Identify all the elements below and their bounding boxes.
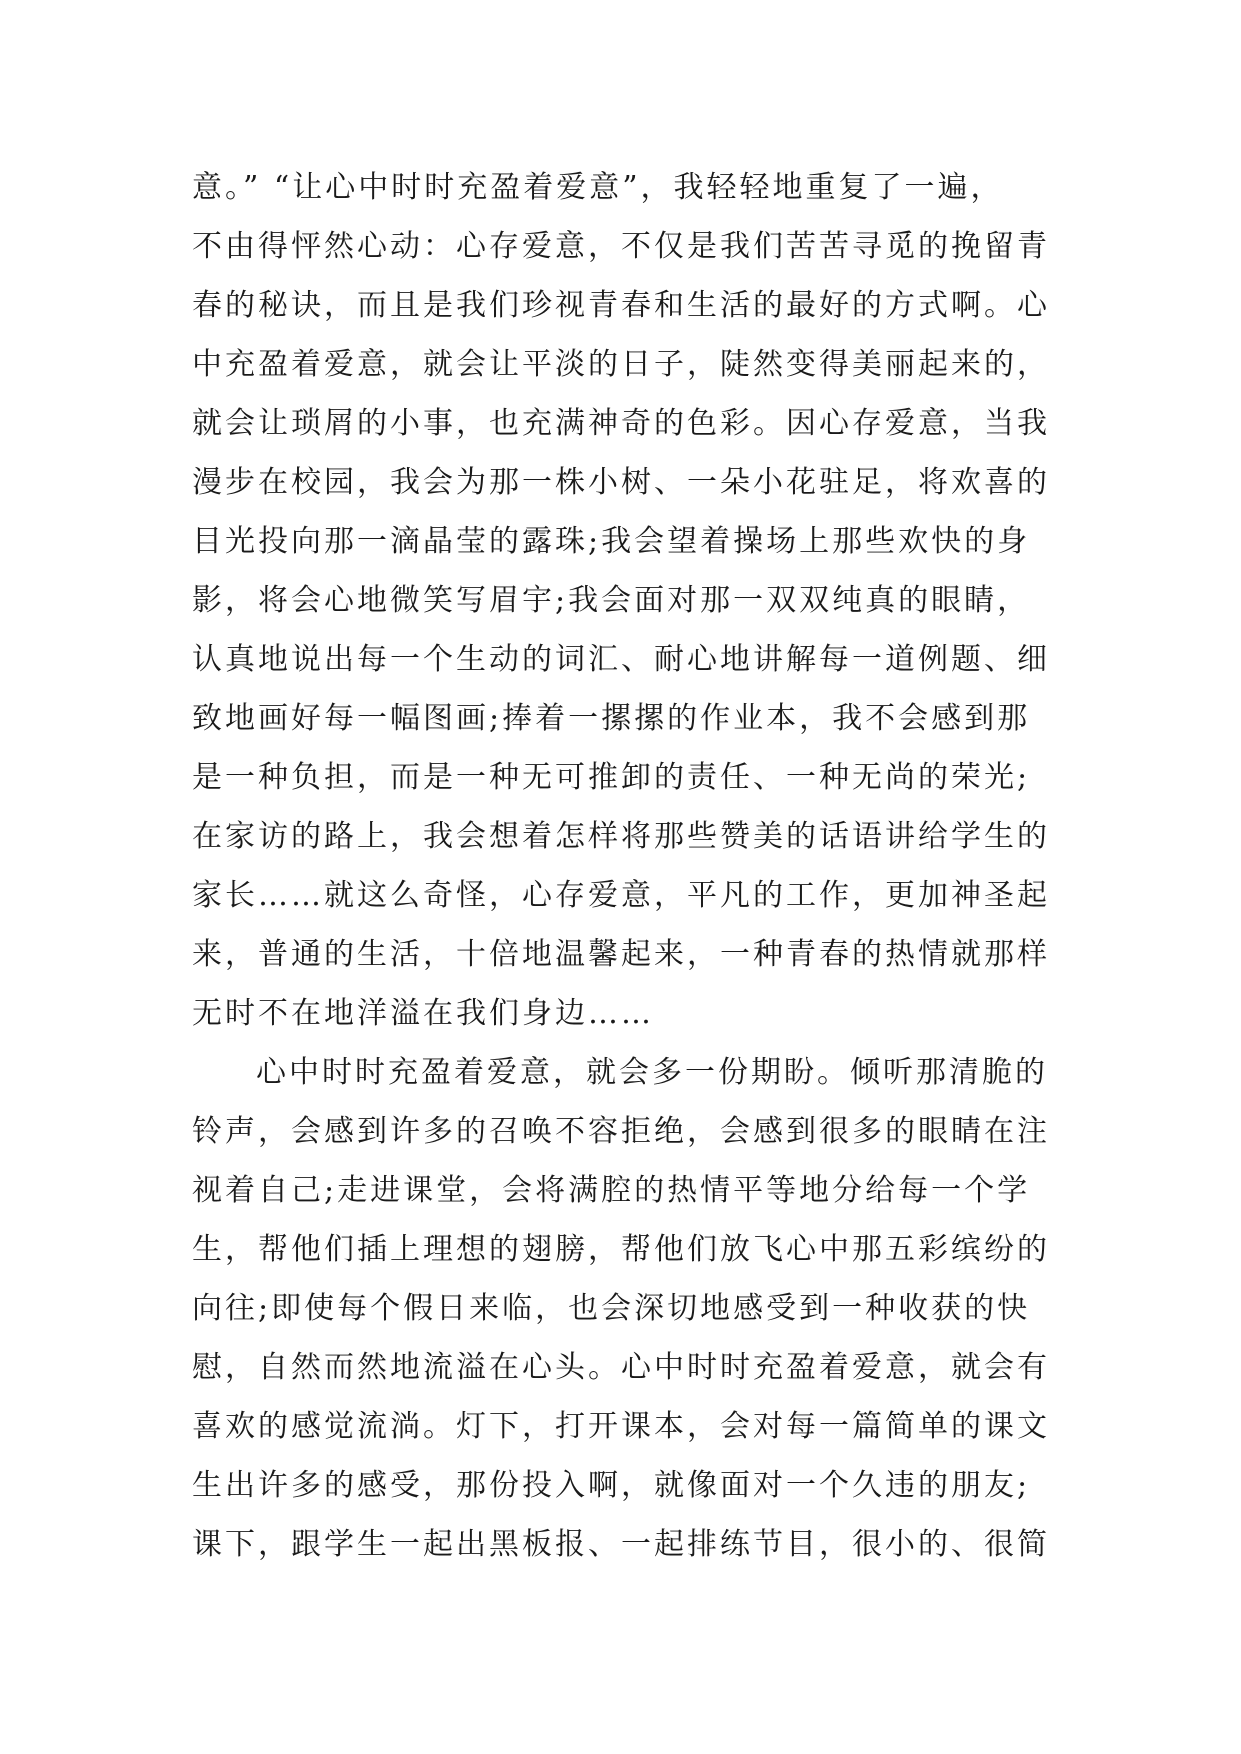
body-text: [192, 158, 1072, 1574]
text-line: 无时不在地洋溢在我们身边……: [192, 996, 654, 1031]
text-line: 课下，跟学生一起出黑板报、一起排练节目，很小的、很简: [192, 1527, 1050, 1562]
text-line: 春的秘诀，而且是我们珍视青春和生活的最好的方式啊。心: [192, 288, 1050, 323]
text-line: 慰，自然而然地流溢在心头。心中时时充盈着爱意，就会有: [192, 1350, 1050, 1385]
text-line: 中充盈着爱意，就会让平淡的日子，陡然变得美丽起来的，: [192, 347, 1050, 382]
text-line: 漫步在校园，我会为那一株小树、一朵小花驻足，将欢喜的: [192, 465, 1050, 500]
paragraph-start-line: 心中时时充盈着爱意，就会多一份期盼。倾听那清脆的: [256, 1055, 1048, 1090]
text-line: 致地画好每一幅图画;捧着一摞摞的作业本，我不会感到那: [192, 701, 1031, 736]
text-line: 向往;即使每个假日来临，也会深切地感受到一种收获的快: [192, 1291, 1031, 1326]
text-line: 认真地说出每一个生动的词汇、耐心地讲解每一道例题、细: [192, 642, 1050, 677]
text-line: 来，普通的生活，十倍地温馨起来，一种青春的热情就那样: [192, 937, 1050, 972]
text-line: 喜欢的感觉流淌。灯下，打开课本，会对每一篇简单的课文: [192, 1409, 1050, 1444]
text-line: 生，帮他们插上理想的翅膀，帮他们放飞心中那五彩缤纷的: [192, 1232, 1050, 1267]
text-line: 意。” “让心中时时充盈着爱意”，我轻轻地重复了一遍，: [192, 170, 1004, 205]
text-line: 家长……就这么奇怪，心存爱意，平凡的工作，更加神圣起: [192, 878, 1050, 913]
text-line: 就会让琐屑的小事，也充满神奇的色彩。因心存爱意，当我: [192, 406, 1050, 441]
text-line: 生出许多的感受，那份投入啊，就像面对一个久违的朋友;: [192, 1468, 1031, 1503]
text-line: 不由得怦然心动：心存爱意，不仅是我们苦苦寻觅的挽留青: [192, 229, 1050, 264]
text-line: 影，将会心地微笑写眉宇;我会面对那一双双纯真的眼睛，: [192, 583, 1031, 618]
text-line: 在家访的路上，我会想着怎样将那些赞美的话语讲给学生的: [192, 819, 1050, 854]
text-line: 视着自己;走进课堂，会将满腔的热情平等地分给每一个学: [192, 1173, 1031, 1208]
text-line: 铃声，会感到许多的召唤不容拒绝，会感到很多的眼睛在注: [192, 1114, 1050, 1149]
text-line: 目光投向那一滴晶莹的露珠;我会望着操场上那些欢快的身: [192, 524, 1031, 559]
text-line: 是一种负担，而是一种无可推卸的责任、一种无尚的荣光;: [192, 760, 1031, 795]
